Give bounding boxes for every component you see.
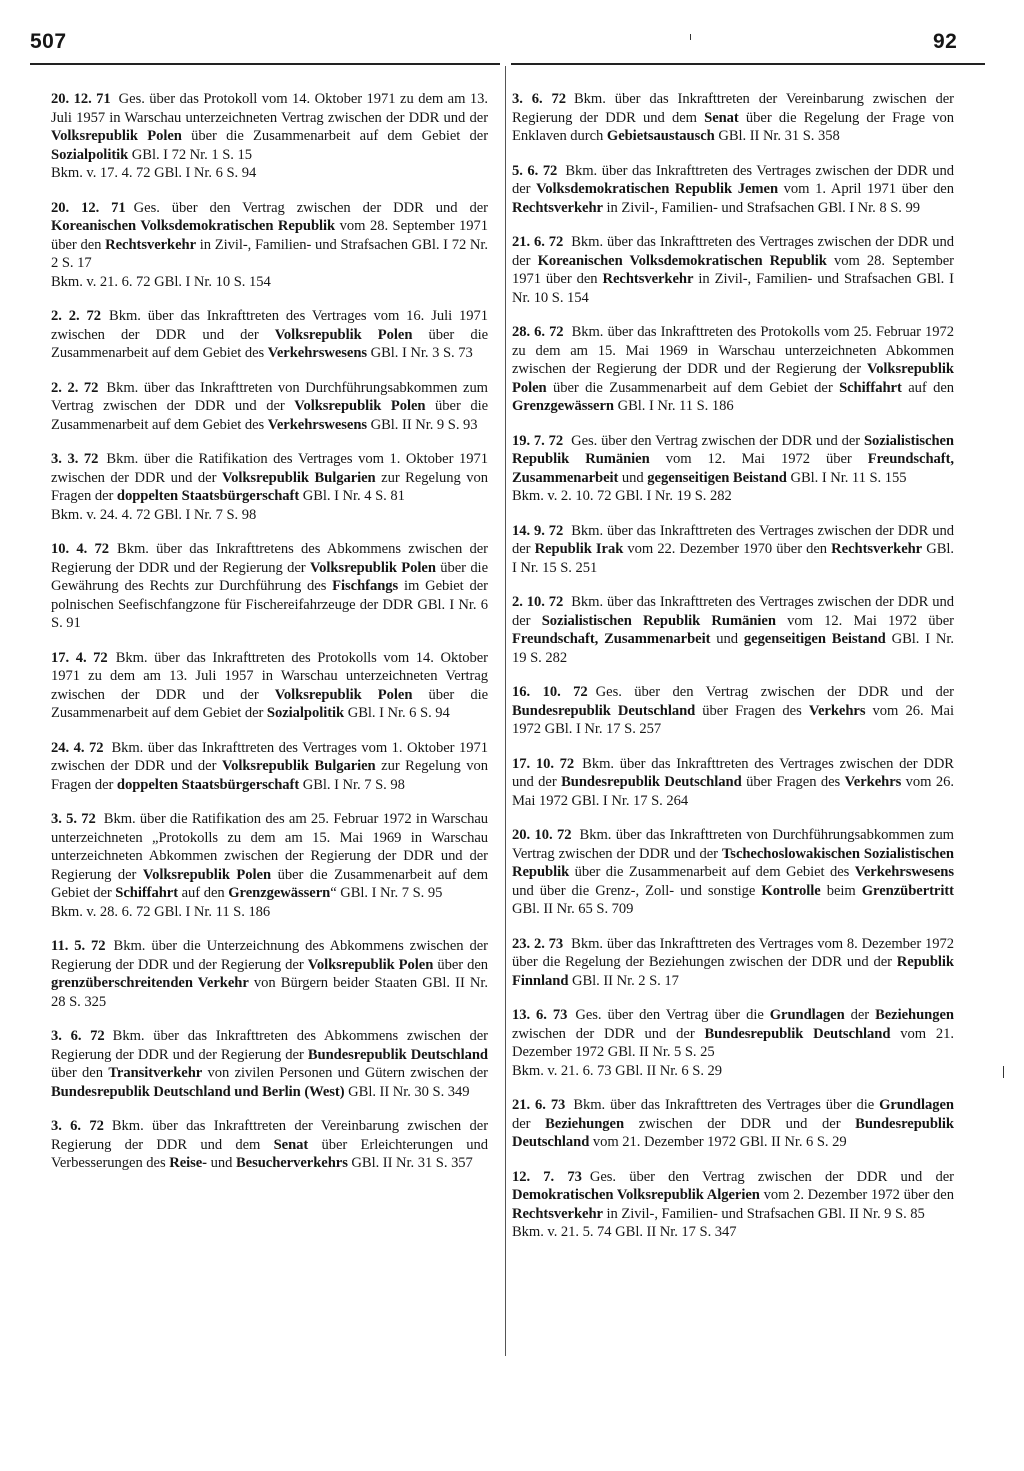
entry-announcement: Bkm. v. 2. 10. 72 GBl. I Nr. 19 S. 282 — [512, 488, 732, 504]
entry-keyword: Transitverkehr — [108, 1065, 203, 1081]
entry-text: über den — [433, 956, 488, 973]
entry-keyword: Besucherverkehrs — [235, 1155, 348, 1171]
register-entry — [512, 755, 954, 811]
page-number-right: 92 — [933, 30, 958, 53]
entry-text: auf den — [901, 379, 954, 396]
entry-text: über die Gewährung des Rechts zur Durchführung des — [51, 559, 488, 594]
entry-keyword: gegenseitigen Beistand — [647, 469, 787, 486]
entry-date: 3. 6. 72 — [51, 1118, 104, 1134]
right-column — [512, 90, 954, 1258]
register-entry — [51, 540, 488, 633]
entry-text: Ges. über den Vertrag zwischen der DDR und der — [133, 199, 488, 216]
entry-text: GBl. I Nr. 11 S. 155 — [786, 469, 907, 486]
entry-announcement: Bkm. v. 24. 4. 72 GBl. I Nr. 7 S. 98 — [51, 506, 257, 523]
entry-keyword: Schiffahrt — [115, 885, 179, 901]
page-number-left: 507 — [30, 30, 67, 53]
entry-text: GBl. II Nr. 31 S. 357 — [347, 1155, 473, 1171]
entry-keyword: Freundschaft, Zusammenarbeit — [512, 631, 711, 647]
entry-keyword: Senat — [704, 109, 739, 126]
entry-date: 3. 6. 72 — [512, 91, 566, 107]
entry-keyword: doppelten Staatsbürgerschaft — [116, 488, 300, 504]
entry-text: über Erleichterungen und Verbesserungen des — [51, 1136, 488, 1171]
entry-text: und über die Grenz-, Zoll- und sonstige — [512, 882, 762, 899]
register-entry — [512, 90, 954, 146]
entry-text: über die Regelung der Frage von Enklaven durch — [512, 109, 954, 144]
entry-text: in Zivil-, Familien- und Strafsachen GBl. II Nr. 9 S. 85 — [602, 1205, 925, 1222]
entry-text: GBl. I Nr. 4 S. 81 — [299, 488, 405, 504]
entry-text: Bkm. über das Inkrafttreten des Vertrages zwischen der DDR und der — [512, 522, 954, 557]
entry-text: vom 21. Dezember 1972 GBl. II Nr. 5 S. 25 — [512, 1025, 954, 1060]
entry-keyword: grenzüberschreitenden Verkehr — [51, 975, 249, 991]
entry-text: Bkm. über die Ratifikation des am 25. Februar 1972 in Warschau unterzeichneten „Protokolls zu dem am 15. Mai 1969 in Warschau unterzeichneten Abkommen zwischen der Regierung der DDR und der Regierung der — [51, 811, 488, 883]
entry-date: 28. 6. 72 — [512, 324, 564, 340]
entry-date: 3. 3. 72 — [51, 451, 99, 467]
register-entry — [512, 1096, 954, 1152]
entry-text: GBl. I Nr. 6 S. 94 — [344, 705, 450, 721]
entry-keyword: Bundesrepublik Deutschland — [512, 1115, 954, 1150]
entry-date: 10. 4. 72 — [51, 541, 110, 557]
entry-text: zwischen der DDR und der — [624, 1115, 856, 1132]
entry-text: Bkm. über das Inkrafttreten des Vertrages zwischen der DDR und der — [512, 162, 954, 197]
entry-text: Bkm. über das Inkrafttreten von Durchführungsabkommen zum Vertrag zwischen der DDR und der — [512, 827, 954, 862]
entry-keyword: Gebietsaustausch — [606, 128, 715, 144]
entry-keyword: Volksrepublik Polen — [51, 128, 182, 144]
entry-text: GBl. I Nr. 19 S. 282 — [512, 631, 954, 666]
entry-text: Ges. über den Vertrag zwischen der DDR und der — [589, 1168, 954, 1185]
entry-text: über die Zusammenarbeit auf dem Gebiet des — [569, 864, 855, 880]
entry-text: von zivilen Personen und Gütern zwischen der — [202, 1065, 488, 1081]
entry-keyword: Volksrepublik Polen — [294, 398, 426, 414]
register-entry — [512, 323, 954, 416]
entry-announcement: Bkm. v. 28. 6. 72 GBl. I Nr. 11 S. 186 — [51, 903, 271, 920]
entry-date: 12. 7. 73 — [512, 1168, 582, 1185]
entry-text: über die Zusammenarbeit auf dem Gebiet der — [51, 686, 489, 721]
entry-date: 17. 4. 72 — [51, 649, 108, 666]
entry-announcement: Bkm. v. 17. 4. 72 GBl. I Nr. 6 S. 94 — [51, 165, 257, 181]
entry-keyword: Sozialistischen Republik Rumänien — [512, 432, 954, 467]
entry-text: Ges. über den Vertrag über die — [575, 1007, 770, 1023]
entry-keyword: Kontrolle — [761, 882, 821, 899]
entry-text: der — [844, 1007, 876, 1023]
register-entry — [512, 1168, 954, 1242]
entry-date: 19. 7. 72 — [512, 432, 564, 449]
entry-keyword: Republik Finnland — [512, 954, 954, 989]
entry-date: 2. 10. 72 — [512, 594, 564, 610]
entry-keyword: Rechtsverkehr — [602, 271, 694, 287]
entry-text: GBl. II Nr. 2 S. 17 — [568, 972, 679, 989]
entry-date: 20. 12. 71 — [51, 199, 126, 216]
entry-keyword: Sozialpolitik — [51, 146, 129, 163]
register-entry — [51, 937, 488, 1011]
entry-text: “ GBl. I Nr. 7 S. 95 — [330, 885, 443, 901]
entry-date: 5. 6. 72 — [512, 162, 558, 179]
entry-text: in Zivil-, Familien- und Strafsachen GBl. I Nr. 10 S. 154 — [512, 271, 954, 306]
entry-date: 23. 2. 73 — [512, 935, 564, 952]
entry-keyword: Verkehrswesens — [854, 864, 954, 880]
entry-keyword: Bundesrepublik Deutschland — [512, 702, 696, 719]
register-entry — [51, 739, 488, 795]
entry-text: zwischen der DDR und der — [512, 1025, 705, 1042]
entry-text: Ges. über den Vertrag zwischen der DDR und der — [571, 432, 864, 449]
register-entry — [512, 683, 954, 739]
entry-keyword: Volksrepublik Bulgarien — [221, 758, 376, 774]
register-entry — [51, 649, 488, 723]
entry-keyword: Volksrepublik Polen — [142, 866, 272, 883]
entry-text: vom 28. September 1971 über den — [51, 218, 488, 253]
entry-text: Bkm. über das Inkrafttreten des Protokolls vom 14. Oktober 1971 zu dem am 13. Juli 1957 in Warschau unterzeichneten Vertrag zwischen der DDR und der — [51, 649, 488, 703]
entry-text: GBl. II Nr. 31 S. 358 — [714, 128, 840, 144]
register-entry — [512, 432, 954, 506]
entry-keyword: Volksdemokratischen Republik Jemen — [536, 181, 779, 197]
entry-keyword: Senat — [273, 1136, 309, 1153]
entry-text: über die Zusammenarbeit auf dem Gebiet der — [181, 128, 489, 144]
entry-text: Bkm. über das Inkrafttreten des Vertrages vom 8. Dezember 1972 über die Regelung der Beziehungen zwischen der DDR und der — [512, 935, 954, 970]
entry-keyword: Verkehrs — [808, 702, 866, 719]
entry-text: GBl. II Nr. 65 S. 709 — [512, 901, 634, 917]
entry-text: Bkm. über das Inkrafttreten des Vertrages vom 16. Juli 1971 zwischen der DDR und der — [51, 308, 488, 343]
entry-keyword: Rechtsverkehr — [512, 199, 603, 216]
entry-text: vom 12. Mai 1972 über — [775, 612, 954, 629]
entry-text: Bkm. über das Inkrafttreten des Vertrages zwischen der DDR und der — [512, 755, 954, 790]
entry-date: 2. 2. 72 — [51, 379, 99, 396]
entry-text: Bkm. über die Unterzeichnung des Abkommens zwischen der Regierung der DDR und der Regierung der — [51, 938, 488, 973]
entry-keyword: Verkehrswesens — [267, 416, 368, 433]
entry-keyword: Sozialistischen Republik Rumänien — [541, 612, 776, 629]
entry-keyword: Bundesrepublik Deutschland — [561, 774, 742, 790]
entry-keyword: Grenzübertritt — [861, 882, 954, 899]
register-entry — [512, 826, 954, 919]
entry-text: GBl. I Nr. 3 S. 73 — [367, 345, 473, 361]
entry-text: und — [618, 469, 648, 486]
entry-keyword: Beziehungen — [545, 1115, 625, 1132]
entry-text: vom 26. Mai 1972 GBl. I Nr. 17 S. 264 — [512, 774, 954, 809]
entry-text: Bkm. über das Inkrafttreten der Vereinbarung zwischen der Regierung der DDR und dem — [51, 1118, 488, 1153]
entry-text: Bkm. über das Inkrafttreten der Vereinbarung zwischen der Regierung der DDR und dem — [512, 91, 954, 126]
entry-text: über Fragen des — [741, 774, 845, 790]
entry-keyword: Verkehrswesens — [267, 345, 368, 361]
entry-keyword: Volksrepublik Polen — [274, 326, 413, 343]
entry-text: vom 21. Dezember 1972 GBl. II Nr. 6 S. 29 — [589, 1134, 847, 1150]
entry-keyword: Volksrepublik Bulgarien — [221, 469, 376, 486]
entry-keyword: Verkehrs — [844, 774, 902, 790]
entry-keyword: Tschechoslowakischen Sozialistischen Republik — [512, 845, 954, 880]
entry-text: über Fragen des — [695, 702, 809, 719]
entry-date: 24. 4. 72 — [51, 739, 104, 756]
entry-text: vom 12. Mai 1972 über — [649, 451, 868, 467]
entry-keyword: doppelten Staatsbürgerschaft — [116, 776, 300, 793]
entry-text: über die Zusammenarbeit auf dem Gebiet der — [546, 379, 840, 396]
entry-text: über den — [51, 1065, 109, 1081]
entry-text: in Zivil-, Familien- und Strafsachen GBl. I 72 Nr. 2 S. 17 — [51, 236, 488, 271]
entry-text: GBl. II Nr. 30 S. 349 — [344, 1083, 470, 1100]
entry-text: der — [512, 1115, 546, 1132]
entry-keyword: Grenzgewässern — [228, 885, 331, 901]
entry-date: 21. 6. 73 — [512, 1097, 566, 1113]
entry-text: Bkm. über die Ratifikation des Vertrages vom 1. Oktober 1971 zwischen der DDR und der — [51, 451, 488, 486]
entry-text: Bkm. über das Inkrafttreten des Abkommens zwischen der Regierung der DDR und der Regierung der — [51, 1028, 488, 1063]
register-entry — [51, 199, 488, 292]
register-entry — [512, 162, 954, 218]
entry-keyword: Koreanischen Volksdemokratischen Republik — [537, 252, 827, 269]
entry-text: Bkm. über das Inkrafttreten des Vertrages zwischen der DDR und der — [512, 594, 954, 629]
entry-text: Ges. über den Vertrag zwischen der DDR und der — [595, 684, 954, 700]
entry-keyword: gegenseitigen Beistand — [743, 631, 886, 647]
entry-date: 13. 6. 73 — [512, 1007, 568, 1023]
header-rule-right — [511, 63, 985, 65]
entry-keyword: Schiffahrt — [839, 379, 902, 396]
scan-mark — [690, 34, 691, 40]
register-entry — [51, 450, 488, 524]
register-entry — [51, 1027, 488, 1101]
entry-date: 11. 5. 72 — [51, 938, 106, 954]
entry-date: 3. 6. 72 — [51, 1028, 105, 1044]
entry-text: Bkm. über das Inkrafttreten des Protokolls vom 25. Februar 1972 zu dem am 15. Mai 1969 in Warschau unterzeichneten Abkommen zwischen der Regierung der DDR und der Regierung der — [512, 324, 954, 377]
entry-keyword: Rechtsverkehr — [512, 1205, 603, 1222]
entry-keyword: Volksrepublik Polen — [309, 559, 436, 576]
entry-announcement: Bkm. v. 21. 5. 74 GBl. II Nr. 17 S. 347 — [512, 1224, 737, 1240]
entry-date: 20. 10. 72 — [512, 827, 572, 843]
entry-keyword: Grundlagen — [769, 1007, 845, 1023]
entry-keyword: Republik Irak — [534, 541, 624, 557]
entry-text: zur Regelung von Fragen der — [51, 469, 488, 504]
entry-keyword: Reise- — [169, 1155, 207, 1171]
register-entry — [51, 1117, 488, 1173]
entry-keyword: Beziehungen — [875, 1007, 954, 1023]
left-column — [51, 90, 488, 1189]
entry-date: 14. 9. 72 — [512, 522, 564, 539]
entry-text: GBl. I Nr. 11 S. 186 — [613, 398, 734, 414]
register-entry — [51, 810, 488, 921]
entry-announcement: Bkm. v. 21. 6. 73 GBl. II Nr. 6 S. 29 — [512, 1062, 723, 1079]
entry-text: in Zivil-, Familien- und Strafsachen GBl. I Nr. 8 S. 99 — [602, 199, 920, 216]
entry-date: 21. 6. 72 — [512, 234, 564, 250]
register-entry — [51, 379, 488, 435]
entry-keyword: Rechtsverkehr — [831, 541, 923, 557]
entry-keyword: Volksrepublik Polen — [512, 361, 954, 396]
entry-text: über die Zusammenarbeit auf dem Gebiet des — [51, 398, 489, 433]
entry-date: 3. 5. 72 — [51, 811, 96, 827]
entry-text: Bkm. über das Inkrafttretens des Abkommens zwischen der Regierung der DDR und der Regierung der — [51, 541, 488, 576]
entry-text: Bkm. über das Inkrafttreten des Vertrages über die — [573, 1097, 880, 1113]
register-entry — [512, 935, 954, 991]
entry-keyword: Sozialpolitik — [266, 705, 345, 721]
entry-text: vom 22. Dezember 1970 über den — [623, 541, 832, 557]
register-entry — [512, 233, 954, 307]
entry-keyword: Bundesrepublik Deutschland — [704, 1025, 891, 1042]
entry-keyword: Bundesrepublik Deutschland — [307, 1046, 488, 1063]
entry-keyword: Demokratischen Volksrepublik Algerien — [512, 1187, 760, 1203]
entry-keyword: Bundesrepublik Deutschland und Berlin (West) — [51, 1083, 345, 1100]
entry-text: Bkm. über das Inkrafttreten des Vertrages vom 1. Oktober 1971 zwischen der DDR und der — [51, 739, 488, 774]
entry-keyword: Koreanischen Volksdemokratischen Republik — [51, 218, 336, 234]
entry-text: zur Regelung von Fragen der — [51, 758, 488, 793]
entry-text: GBl. II Nr. 9 S. 93 — [367, 416, 478, 433]
register-entry — [512, 1006, 954, 1080]
entry-date: 17. 10. 72 — [512, 755, 575, 772]
entry-date: 20. 12. 71 — [51, 91, 111, 107]
entry-text: GBl. I Nr. 7 S. 98 — [299, 776, 405, 793]
entry-keyword: Volksrepublik Polen — [274, 686, 413, 703]
entry-text: von Bürgern beider Staaten GBl. II Nr. 28 S. 325 — [51, 975, 488, 1010]
entry-keyword: Rechtsverkehr — [105, 236, 197, 253]
entry-text: im Gebiet der polnischen Seefischfangzone für Fischereifahrzeuge der DDR GBl. I Nr. 6 S. 91 — [51, 578, 488, 631]
entry-text: und — [710, 631, 744, 647]
register-entry — [51, 307, 488, 363]
entry-text: über die Zusammenarbeit auf dem Gebiet des — [51, 326, 489, 361]
entry-text: vom 28. September 1971 über den — [512, 252, 954, 287]
header-rule-left — [30, 63, 500, 65]
entry-date: 2. 2. 72 — [51, 308, 102, 324]
entry-text: vom 1. April 1971 über den — [778, 181, 954, 197]
entry-text: auf den — [178, 885, 229, 901]
entry-text: über die Zusammenarbeit auf dem Gebiet der — [51, 866, 489, 901]
entry-announcement: Bkm. v. 21. 6. 72 GBl. I Nr. 10 S. 154 — [51, 273, 271, 290]
entry-keyword: Grenzgewässern — [512, 398, 614, 414]
entry-keyword: Grundlagen — [879, 1097, 954, 1113]
entry-text: GBl. I Nr. 15 S. 251 — [512, 541, 955, 576]
entry-keyword: Volksrepublik Polen — [307, 956, 434, 973]
register-entry — [51, 90, 488, 183]
entry-text: GBl. I 72 Nr. 1 S. 15 — [128, 146, 252, 163]
entry-text: und — [207, 1155, 236, 1171]
entry-date: 16. 10. 72 — [512, 684, 588, 700]
entry-text: vom 2. Dezember 1972 über den — [759, 1187, 954, 1203]
entry-text: vom 26. Mai 1972 GBl. I Nr. 17 S. 257 — [512, 702, 954, 737]
register-entry — [512, 593, 954, 667]
scan-mark — [1003, 1066, 1004, 1078]
entry-text: Bkm. über das Inkrafttreten des Vertrages zwischen der DDR und der — [512, 234, 954, 269]
entry-text: Ges. über das Protokoll vom 14. Oktober 1971 zu dem am 13. Juli 1957 in Warschau unterzeichneten Vertrag zwischen der DDR und der — [51, 91, 488, 126]
entry-keyword: Freundschaft, Zusammenarbeit — [512, 451, 954, 486]
register-entry — [512, 522, 954, 578]
column-divider — [505, 66, 506, 1356]
entry-text: beim — [820, 882, 862, 899]
entry-keyword: Fischfangs — [332, 578, 399, 594]
entry-text: Bkm. über das Inkrafttreten von Durchführungsabkommen zum Vertrag zwischen der DDR und der — [51, 379, 488, 414]
